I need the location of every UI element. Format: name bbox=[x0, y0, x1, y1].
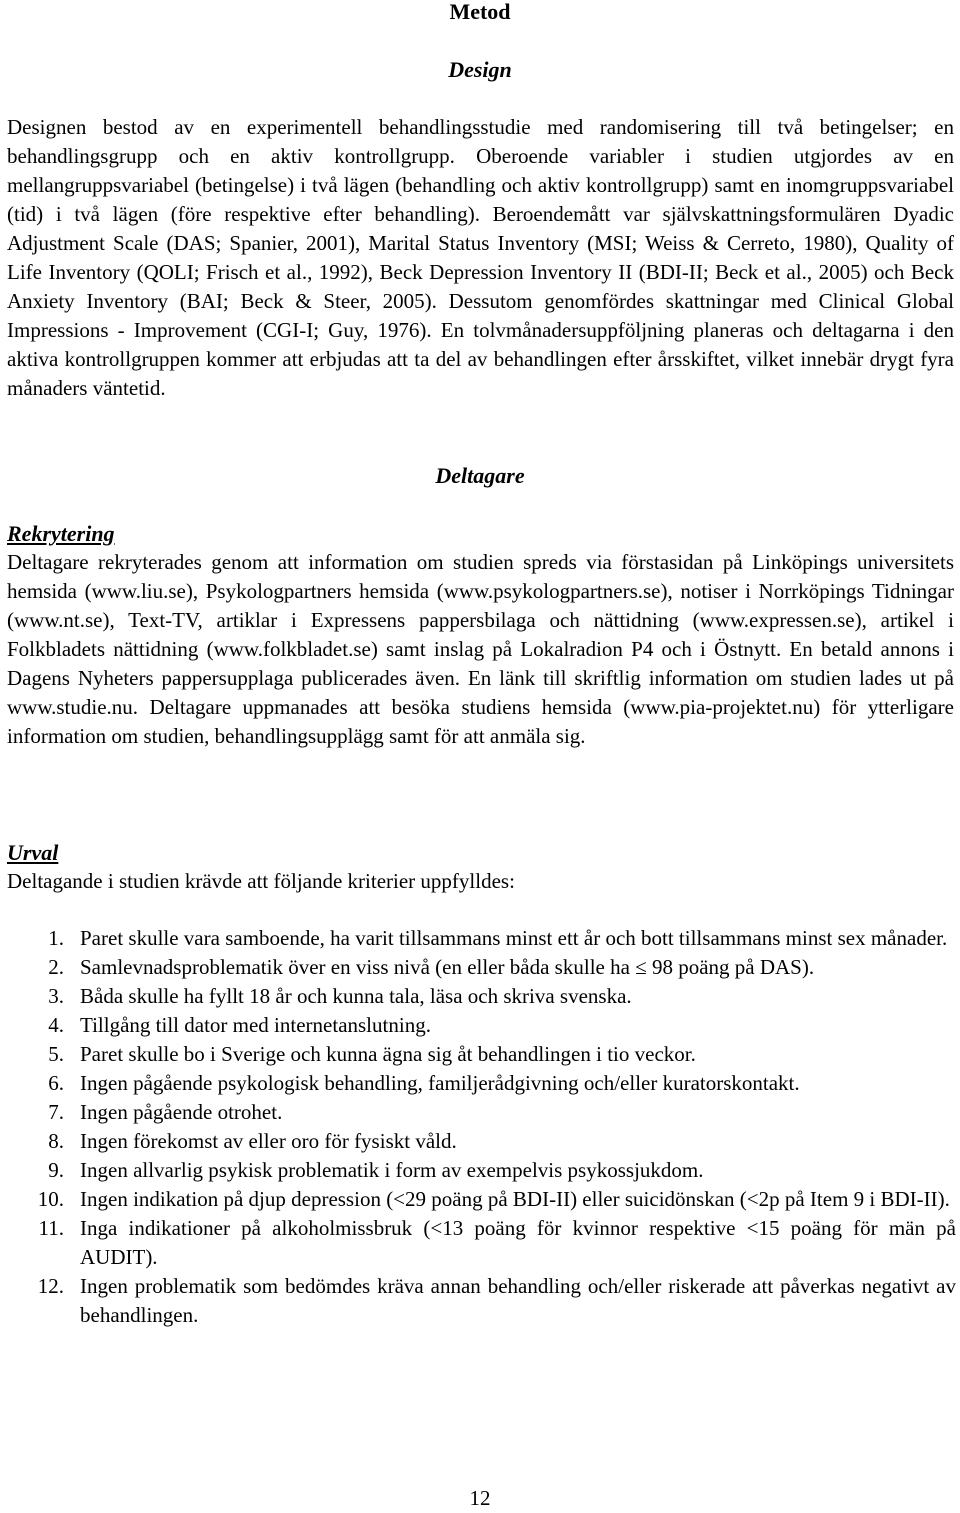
design-paragraph: Designen bestod av en experimentell behandlingsstudie med randomisering till två betingelser; en behandlingsgrupp och en aktiv kontrollgrupp. Oberoende variabler i studien utgjordes av en mellangruppsvariabel (betingelse) i två lägen (behandling och aktiv kontrollgrupp) samt en inomgruppsvariabel (tid) i två lägen (före respektive efter behandling). Beroendemått var självskattningsformulären Dyadic Adjustment Scale (DAS; Spanier, 2001), Marital Status Inventory (MSI; Weiss & Cerreto, 1980), Quality of Life Inventory (QOLI; Frisch et al., 1992), Beck Depression Inventory II (BDI-II; Beck et al., 2005) och Beck Anxiety Inventory (BAI; Beck & Steer, 2005). Dessutom genomfördes skattningar med Clinical Global Impressions - Improvement (CGI-I; Guy, 1976). En tolvmånadersuppföljning planeras och deltagarna i den aktiva kontrollgruppen kommer att erbjudas att ta del av behandlingen efter årsskiftet, vilket innebär drygt fyra månaders väntetid. bbox=[7, 115, 954, 400]
criteria-text: Inga indikationer på alkoholmissbruk (<13 poäng för kvinnor respektive <15 poäng för män på AUDIT). bbox=[80, 1216, 956, 1269]
heading-rekrytering: Rekrytering bbox=[7, 521, 115, 546]
criteria-number: 2. bbox=[48, 955, 64, 979]
criteria-item bbox=[0, 1272, 956, 1330]
criteria-list bbox=[0, 924, 960, 1330]
criteria-number: 6. bbox=[48, 1071, 64, 1095]
criteria-item bbox=[0, 1069, 956, 1098]
criteria-item bbox=[0, 1011, 956, 1040]
criteria-item bbox=[0, 953, 956, 982]
criteria-text: Båda skulle ha fyllt 18 år och kunna tala, läsa och skriva svenska. bbox=[80, 984, 632, 1008]
criteria-number: 5. bbox=[48, 1042, 64, 1066]
criteria-item bbox=[0, 1185, 956, 1214]
criteria-number: 4. bbox=[48, 1013, 64, 1037]
criteria-item bbox=[0, 1214, 956, 1272]
criteria-item bbox=[0, 1127, 956, 1156]
section-heading-metod: Metod bbox=[449, 0, 511, 24]
criteria-number: 7. bbox=[48, 1100, 64, 1124]
criteria-text: Ingen indikation på djup depression (<29 poäng på BDI-II) eller suicidönskan (<2p på Item 9 i BDI-II). bbox=[80, 1187, 950, 1211]
criteria-text: Ingen problematik som bedömdes kräva annan behandling och/eller riskerade att påverkas negativt av behandlingen. bbox=[80, 1274, 956, 1327]
criteria-item bbox=[0, 1098, 956, 1127]
criteria-text: Ingen allvarlig psykisk problematik i form av exempelvis psykossjukdom. bbox=[80, 1158, 704, 1182]
criteria-number: 12. bbox=[37, 1274, 64, 1298]
criteria-item bbox=[0, 924, 956, 953]
criteria-number: 11. bbox=[38, 1216, 64, 1240]
criteria-text: Ingen pågående otrohet. bbox=[80, 1100, 283, 1124]
criteria-text: Paret skulle bo i Sverige och kunna ägna sig åt behandlingen i tio veckor. bbox=[80, 1042, 696, 1066]
subsection-heading-design: Design bbox=[448, 57, 512, 82]
rekrytering-paragraph: Deltagare rekryterades genom att information om studien spreds via förstasidan på Linköpings universitets hemsida (www.liu.se), Psykologpartners hemsida (www.psykologpartners.se), notiser i Norrköpings Tidningar (www.nt.se), Text-TV, artiklar i Expressens pappersbilaga och nättidning (www.expressen.se), artikel i Folkbladets nättidning (www.folkbladet.se) samt inslag på Lokalradion P4 och i Östnytt. En betald annons i Dagens Nyheters pappersupplaga publicerades även. En länk till skriftlig information om studien lades ut på www.studie.nu. Deltagare uppmanades att besöka studiens hemsida (www.pia-projektet.nu) för ytterligare information om studien, behandlingsupplägg samt för att anmäla sig. bbox=[7, 550, 954, 748]
criteria-number: 8. bbox=[48, 1129, 64, 1153]
criteria-text: Paret skulle vara samboende, ha varit tillsammans minst ett år och bott tillsammans minst sex månader. bbox=[80, 926, 948, 950]
criteria-text: Ingen pågående psykologisk behandling, familjerådgivning och/eller kuratorskontakt. bbox=[80, 1071, 800, 1095]
page-number: 12 bbox=[469, 1486, 491, 1510]
criteria-text: Ingen förekomst av eller oro för fysiskt våld. bbox=[80, 1129, 457, 1153]
criteria-text: Samlevnadsproblematik över en viss nivå (en eller båda skulle ha ≤ 98 poäng på DAS). bbox=[80, 955, 815, 979]
subsection-heading-deltagare: Deltagare bbox=[435, 463, 525, 488]
criteria-item bbox=[0, 1040, 956, 1069]
criteria-number: 9. bbox=[48, 1158, 64, 1182]
criteria-number: 10. bbox=[37, 1187, 64, 1211]
criteria-item bbox=[0, 982, 956, 1011]
criteria-number: 3. bbox=[48, 984, 64, 1008]
criteria-item bbox=[0, 1156, 956, 1185]
criteria-number: 1. bbox=[48, 926, 64, 950]
urval-intro: Deltagande i studien krävde att följande kriterier uppfylldes: bbox=[7, 869, 515, 893]
heading-urval: Urval bbox=[7, 840, 59, 865]
criteria-text: Tillgång till dator med internetanslutning. bbox=[80, 1013, 431, 1037]
